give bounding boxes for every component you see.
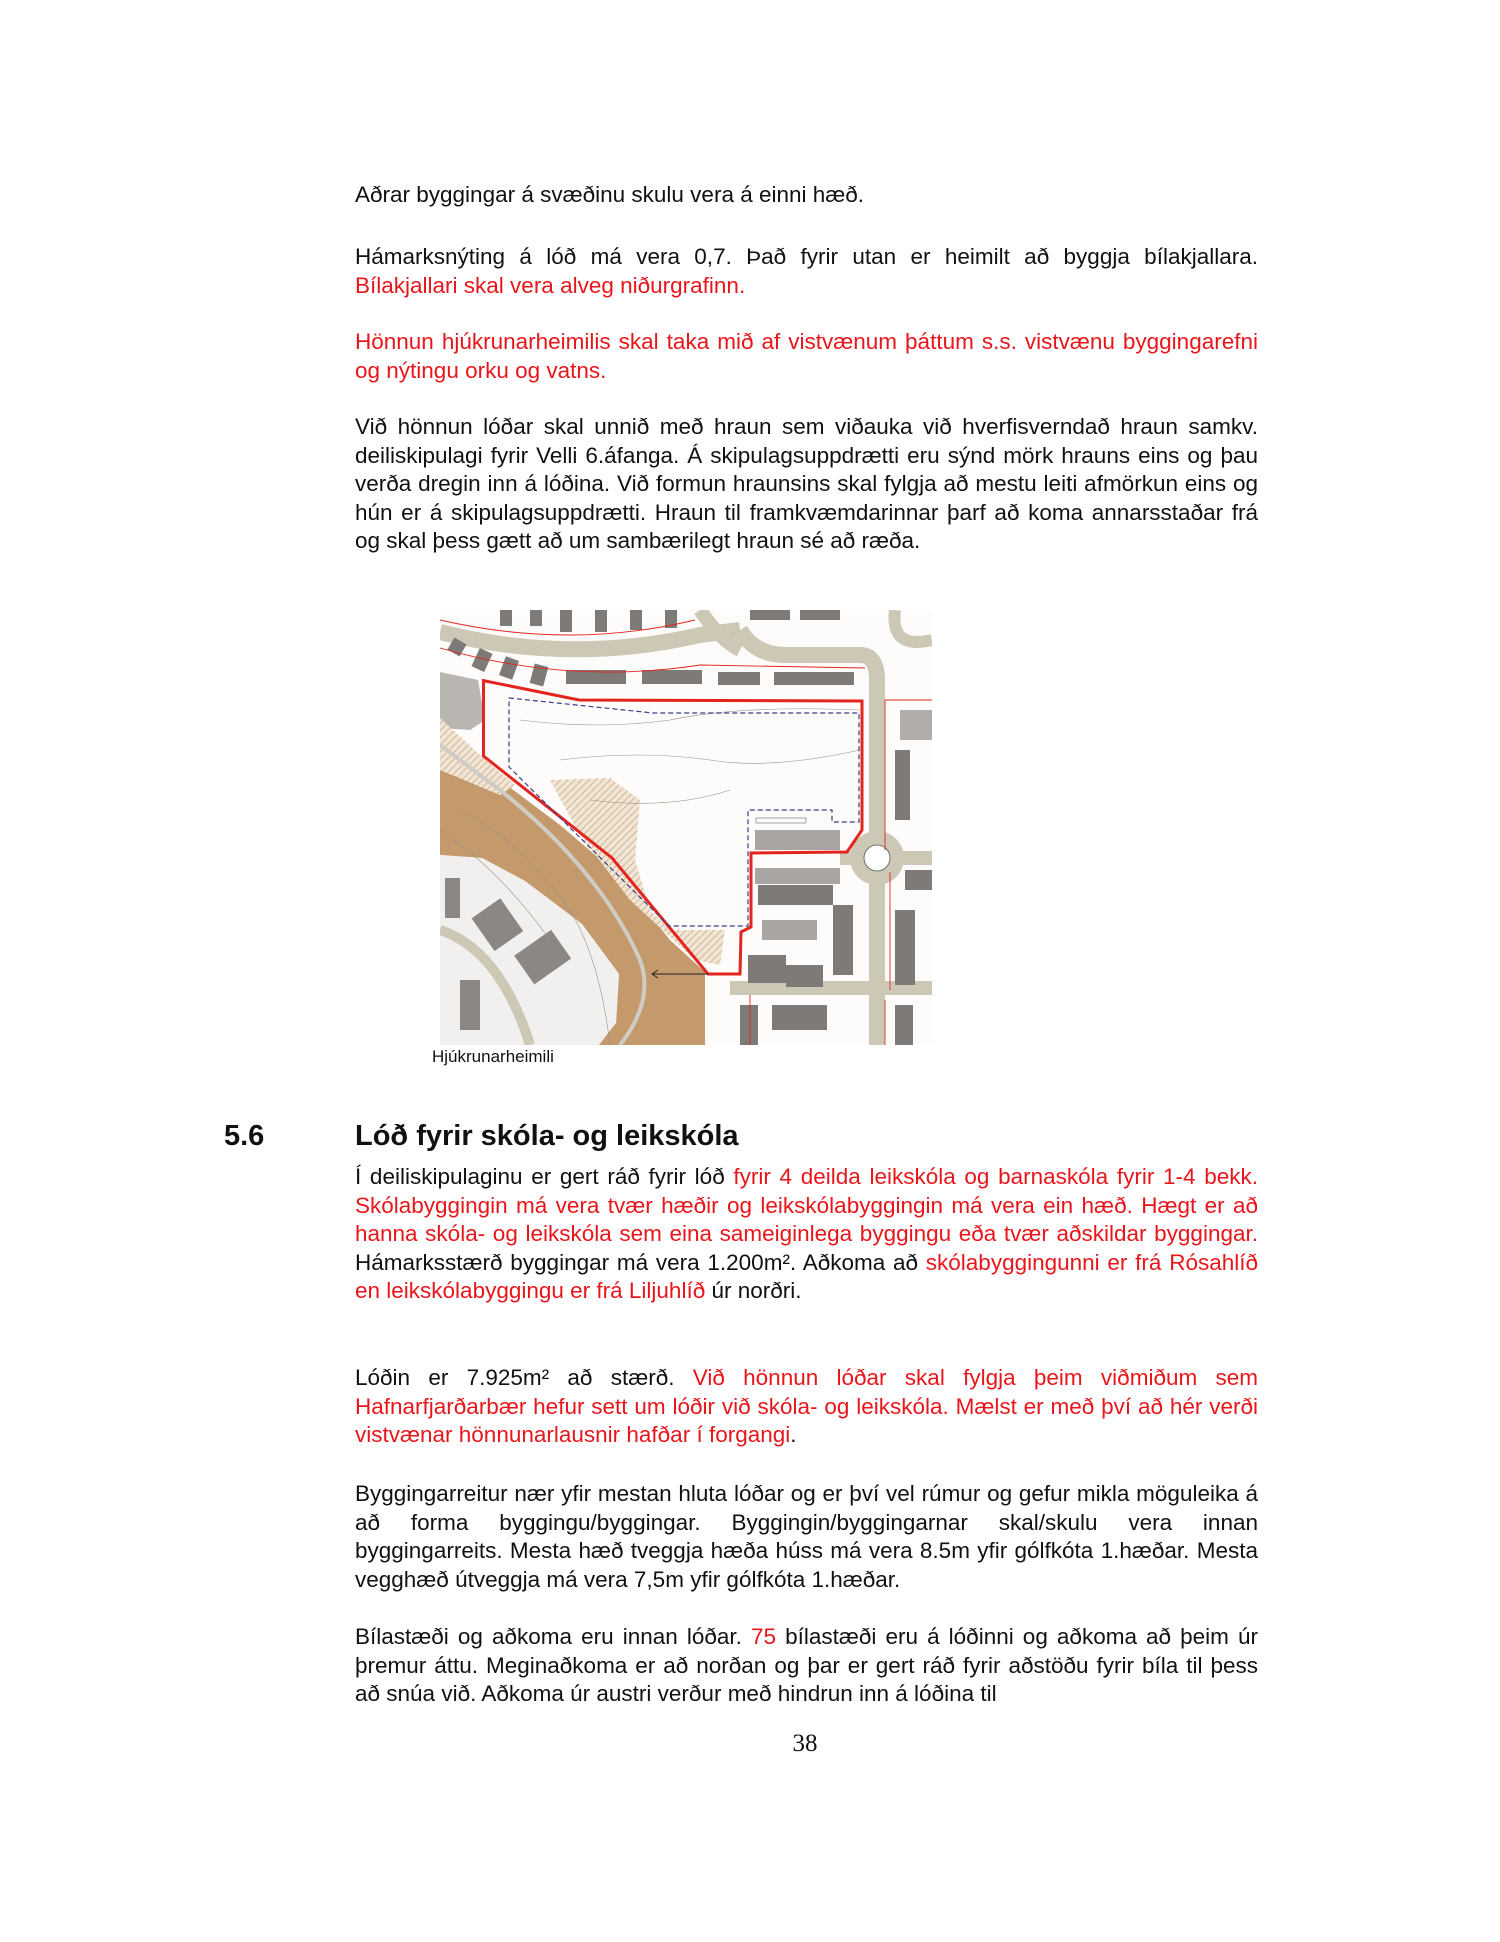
text-segment: Hámarksstærð byggingar má vera 1.200m². Aðkoma að bbox=[355, 1249, 926, 1275]
text-segment: Bílastæði og aðkoma eru innan lóðar. bbox=[355, 1624, 751, 1649]
text-segment: Aðrar byggingar á svæðinu skulu vera á einni hæð. bbox=[355, 182, 865, 207]
page-number: 38 bbox=[792, 1730, 818, 1757]
highlighted-text-segment: Við hönnun lóðar skal fylgja þeim viðmiðum sem Hafnarfjarðarbær hefur sett um lóðir við skóla- og leikskóla. Mælst er með því að hér verði vistvænar hönnunarlausnir hafðar í forgangi bbox=[355, 1365, 1258, 1448]
text-segment: bílastæði eru á lóðinni og aðkoma að þeim úr þremur áttu. Meginaðkoma er að norðan og þar er gert ráð fyrir aðstöðu fyrir bíla til þess að snúa við. Aðkoma úr austri verður með hindrun inn á lóðina til bbox=[355, 1624, 1259, 1707]
text-segment: . bbox=[790, 1422, 797, 1448]
figure-caption: Hjúkrunarheimili bbox=[432, 1047, 554, 1066]
highlighted-text-segment: Bílakjallari skal vera alveg niðurgrafinn. bbox=[355, 272, 746, 298]
highlighted-text-segment: fyrir 4 deilda leikskóla og barnaskóla fyrir 1-4 bekk. Skólabyggingin má vera tvær hæðir og leikskólabyggingin má vera ein hæð. Hægt er að hanna skóla- og leikskóla sem eina sameiginlega byggingu eða tvær aðskildar byggingar. bbox=[355, 1164, 1259, 1247]
text-segment: Lóðin er 7.925m² að stærð. bbox=[355, 1365, 693, 1390]
paragraph-parking bbox=[355, 1623, 1258, 1709]
section-number: 5.6 bbox=[224, 1120, 265, 1152]
text-segment: Byggingarreitur nær yfir mestan hluta lóðar og er því vel rúmur og gefur mikla möguleika á að forma byggingu/byggingar. Byggingin/byggingarnar skal/skulu vera innan byggingarreits. Mesta hæð tveggja hæða húss má vera 8.5m yfir gólfkóta 1.hæðar. Mesta vegghæð útveggja má vera 7,5m yfir gólfkóta 1.hæðar. bbox=[355, 1481, 1258, 1592]
paragraph-other-buildings bbox=[355, 181, 1258, 210]
paragraph-lava bbox=[355, 413, 1258, 556]
site-plan-map bbox=[440, 610, 932, 1045]
section-title: Lóð fyrir skóla- og leikskóla bbox=[355, 1120, 739, 1152]
highlighted-text-segment: Hönnun hjúkrunarheimilis skal taka mið af vistvænum þáttum s.s. vistvænu byggingarefni og nýtingu orku og vatns. bbox=[355, 329, 1258, 383]
paragraph-lot-size bbox=[355, 1364, 1258, 1450]
paragraph-building-area bbox=[355, 1480, 1258, 1594]
text-segment: Í deiliskipulaginu er gert ráð fyrir lóð bbox=[355, 1164, 734, 1189]
paragraph-sustainable-design bbox=[355, 328, 1258, 385]
highlighted-text-segment: 75 bbox=[750, 1624, 777, 1649]
text-segment: Við hönnun lóðar skal unnið með hraun sem viðauka við hverfisverndað hraun samkv. deiliskipulagi fyrir Velli 6.áfanga. Á skipulagsuppdrætti eru sýnd mörk hrauns eins og þau verða dregin inn á lóðina. Við formun hraunsins skal fylgja að mestu leiti afmörkun eins og hún er á skipulagsuppdrætti. Hraun til framkvæmdarinnar þarf að koma annarsstaðar frá og skal þess gætt að um sambærilegt hraun sé að ræða. bbox=[355, 414, 1258, 554]
highlighted-text-segment: skólabyggingunni er frá Rósahlíð en leikskólabyggingu er frá Liljuhlíð bbox=[355, 1249, 1258, 1304]
text-segment: úr norðri. bbox=[705, 1278, 802, 1304]
paragraph-utilization bbox=[355, 243, 1258, 300]
text-segment: Hámarksnýting á lóð má vera 0,7. Það fyrir utan er heimilt að byggja bílakjallara. bbox=[355, 244, 1258, 269]
paragraph-school-lot bbox=[355, 1163, 1258, 1306]
